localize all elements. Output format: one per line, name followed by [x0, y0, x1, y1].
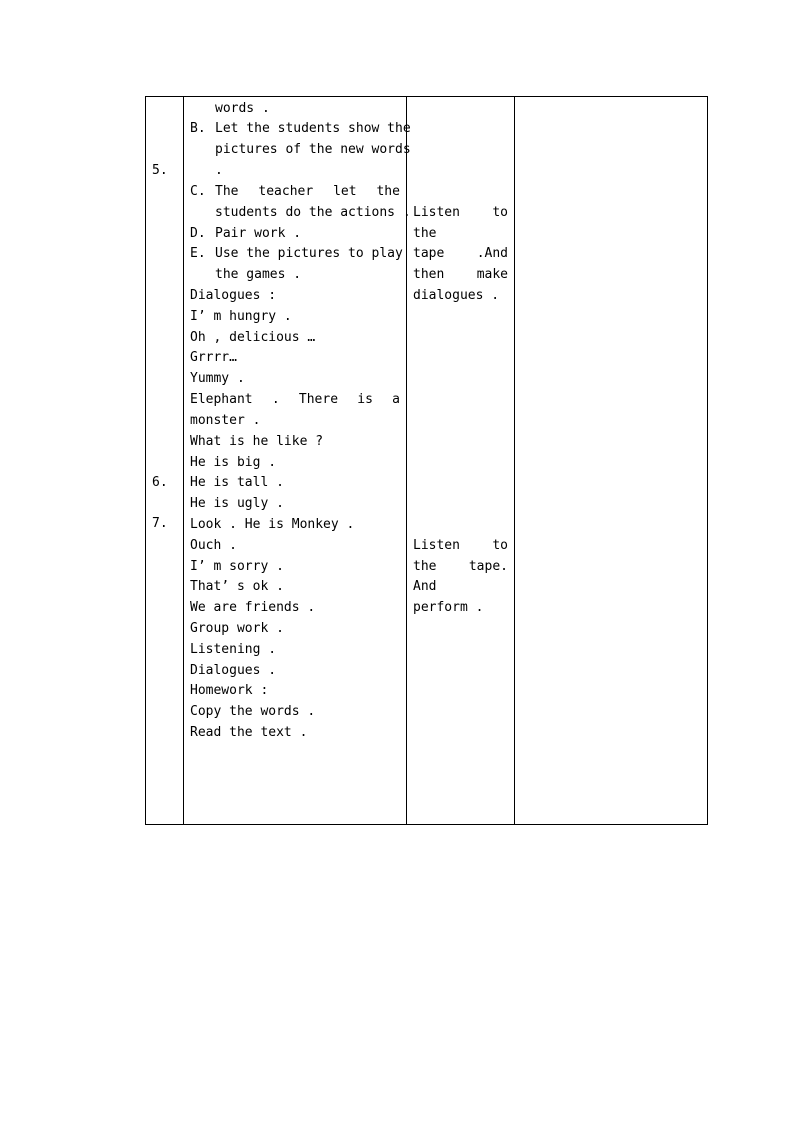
text-line: Oh , delicious … [190, 330, 316, 345]
word: tape [413, 246, 445, 261]
step-number: 5. [152, 163, 168, 178]
text-line: Yummy . [190, 371, 245, 386]
word: The [215, 184, 239, 199]
word: . [271, 392, 280, 407]
item-label: D. [190, 226, 206, 241]
word: Listen [413, 205, 460, 220]
word: There [298, 392, 339, 407]
text-line: Homework : [190, 683, 269, 698]
text-line: Copy the words . [190, 704, 316, 719]
text-line [413, 557, 508, 578]
text-line [413, 244, 508, 265]
text-line: Look . He is Monkey . [190, 517, 355, 532]
text-line [413, 265, 508, 286]
text-line: . [215, 163, 223, 178]
text-line: words . [215, 101, 270, 116]
text-line: pictures of the new words [215, 142, 411, 157]
word: make [476, 267, 508, 282]
word: the [376, 184, 400, 199]
text-line: I’ m hungry . [190, 309, 292, 324]
word: .And [476, 246, 508, 261]
text-line [190, 390, 400, 411]
word: a [392, 392, 400, 407]
lesson-table [145, 96, 708, 825]
notes-column [515, 97, 707, 824]
item-label: B. [190, 121, 206, 136]
text-line: Group work . [190, 621, 284, 636]
word: then [413, 267, 445, 282]
text-line: Pair work . [215, 226, 302, 241]
text-line: perform . [413, 600, 484, 615]
text-line: Listening . [190, 642, 277, 657]
text-line: Read the text . [190, 725, 308, 740]
item-label: C. [190, 184, 206, 199]
text-line: Dialogues . [190, 663, 277, 678]
text-line: He is big . [190, 455, 277, 470]
text-line: He is ugly . [190, 496, 284, 511]
word: Elephant [190, 392, 253, 407]
text-line: Grrrr… [190, 350, 237, 365]
text-line: We are friends . [190, 600, 316, 615]
text-line: Let the students show the [215, 121, 411, 136]
word: to [492, 538, 508, 553]
text-line: He is tall . [190, 475, 284, 490]
text-line: And [413, 579, 437, 594]
text-line [413, 203, 508, 224]
word: teacher [258, 184, 314, 199]
procedure-column [184, 97, 411, 824]
text-line: That’ s ok . [190, 579, 284, 594]
word: is [357, 392, 373, 407]
word: the [413, 559, 437, 574]
text-line [413, 536, 508, 557]
step-number: 7. [152, 516, 168, 531]
word: to [492, 205, 508, 220]
text-line [215, 182, 400, 203]
text-line: the [413, 226, 437, 241]
text-line: monster . [190, 413, 261, 428]
text-line: Dialogues : [190, 288, 277, 303]
word: Listen [413, 538, 460, 553]
text-line: students do the actions . [215, 205, 411, 220]
text-line: Ouch . [190, 538, 237, 553]
step-number-column [146, 97, 183, 824]
text-line: I’ m sorry . [190, 559, 284, 574]
text-line: dialogues . [413, 288, 500, 303]
word: let [333, 184, 357, 199]
activity-column [407, 97, 514, 824]
word: tape. [468, 559, 508, 574]
text-line: What is he like ? [190, 434, 324, 449]
text-line: the games . [215, 267, 302, 282]
text-line: Use the pictures to play [215, 246, 403, 261]
step-number: 6. [152, 475, 168, 490]
item-label: E. [190, 246, 206, 261]
